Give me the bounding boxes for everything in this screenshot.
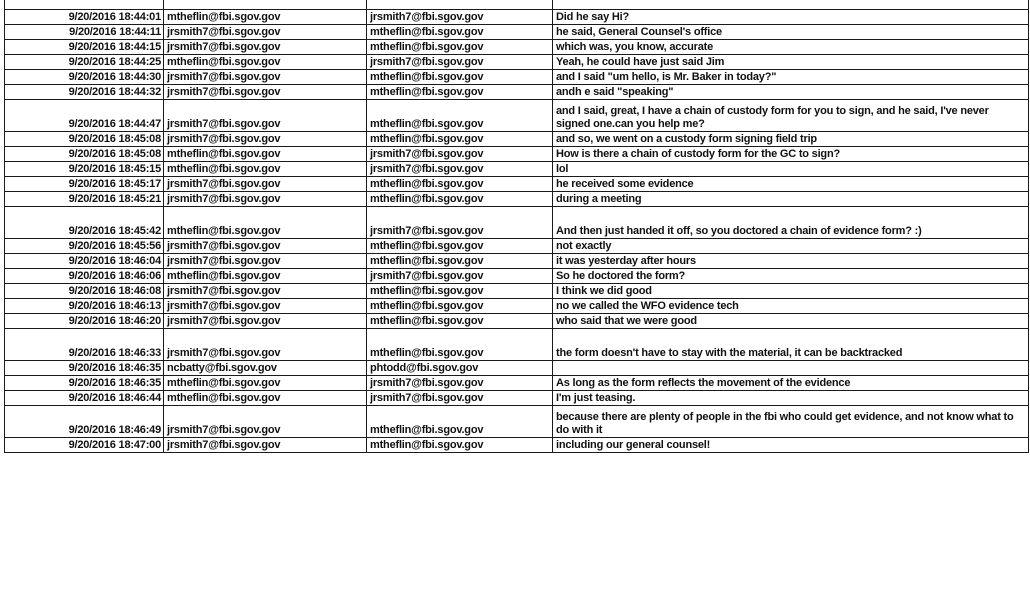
timestamp-cell: 9/20/2016 18:44:01 (5, 10, 164, 25)
timestamp-cell: 9/20/2016 18:46:35 (5, 376, 164, 391)
timestamp-cell: 9/20/2016 18:45:42 (5, 207, 164, 239)
recipient-cell: mtheflin@fbi.sgov.gov (367, 70, 553, 85)
sender-cell: ncbatty@fbi.sgov.gov (164, 361, 367, 376)
recipient-cell: mtheflin@fbi.sgov.gov (367, 192, 553, 207)
message-cell: he said, General Counsel's office (553, 25, 1029, 40)
message-cell: So he doctored the form? (553, 269, 1029, 284)
timestamp-cell: 9/20/2016 18:46:04 (5, 254, 164, 269)
message-cell: and I said, great, I have a chain of custody form for you to sign, and he said, I've never signed one.can you help me? (553, 100, 1029, 132)
recipient-cell: jrsmith7@fbi.sgov.gov (367, 207, 553, 239)
table-row (5, 25, 1029, 40)
table-row (5, 132, 1029, 147)
recipient-cell: mtheflin@fbi.sgov.gov (367, 438, 553, 453)
table-row (5, 329, 1029, 361)
recipient-cell: mtheflin@fbi.sgov.gov (367, 25, 553, 40)
table-row (5, 70, 1029, 85)
timestamp-cell: 9/20/2016 18:46:08 (5, 284, 164, 299)
timestamp-cell: 9/20/2016 18:45:21 (5, 192, 164, 207)
sender-cell: jrsmith7@fbi.sgov.gov (164, 177, 367, 192)
message-cell: and so, we went on a custody form signing field trip (553, 132, 1029, 147)
recipient-cell: mtheflin@fbi.sgov.gov (367, 132, 553, 147)
sender-cell: jrsmith7@fbi.sgov.gov (164, 132, 367, 147)
sender-cell: jrsmith7@fbi.sgov.gov (164, 85, 367, 100)
table-row (5, 254, 1029, 269)
message-log-table (4, 0, 1029, 453)
recipient-cell: mtheflin@fbi.sgov.gov (367, 299, 553, 314)
timestamp-cell: 9/20/2016 18:44:15 (5, 40, 164, 55)
timestamp-cell: 9/20/2016 18:46:35 (5, 361, 164, 376)
message-cell: lol (553, 162, 1029, 177)
message-cell: and I said "um hello, is Mr. Baker in today?" (553, 70, 1029, 85)
message-cell: including our general counsel! (553, 438, 1029, 453)
message-cell: not exactly (553, 239, 1029, 254)
recipient-cell: mtheflin@fbi.sgov.gov (367, 239, 553, 254)
recipient-cell: mtheflin@fbi.sgov.gov (367, 100, 553, 132)
sender-cell: jrsmith7@fbi.sgov.gov (164, 284, 367, 299)
timestamp-cell: 9/20/2016 18:46:13 (5, 299, 164, 314)
sender-cell: jrsmith7@fbi.sgov.gov (164, 406, 367, 438)
table-row (5, 10, 1029, 25)
table-row (5, 55, 1029, 70)
message-cell: andh e said "speaking" (553, 85, 1029, 100)
table-row (5, 207, 1029, 239)
message-cell (553, 361, 1029, 376)
sender-cell: jrsmith7@fbi.sgov.gov (164, 239, 367, 254)
timestamp-cell: 9/20/2016 18:46:06 (5, 269, 164, 284)
table-row (5, 239, 1029, 254)
table-row (5, 192, 1029, 207)
sender-cell: mtheflin@fbi.sgov.gov (164, 269, 367, 284)
recipient-cell (367, 0, 553, 10)
message-cell: it was yesterday after hours (553, 254, 1029, 269)
recipient-cell: mtheflin@fbi.sgov.gov (367, 406, 553, 438)
table-row (5, 100, 1029, 132)
sender-cell: jrsmith7@fbi.sgov.gov (164, 254, 367, 269)
table-row (5, 376, 1029, 391)
message-cell: How is there a chain of custody form for the GC to sign? (553, 147, 1029, 162)
timestamp-cell: 9/20/2016 18:44:11 (5, 25, 164, 40)
sender-cell: jrsmith7@fbi.sgov.gov (164, 70, 367, 85)
sender-cell: mtheflin@fbi.sgov.gov (164, 207, 367, 239)
sender-cell: mtheflin@fbi.sgov.gov (164, 376, 367, 391)
recipient-cell: phtodd@fbi.sgov.gov (367, 361, 553, 376)
table-row (5, 406, 1029, 438)
sender-cell: jrsmith7@fbi.sgov.gov (164, 100, 367, 132)
timestamp-cell: 9/20/2016 18:46:44 (5, 391, 164, 406)
table-row (5, 391, 1029, 406)
recipient-cell: jrsmith7@fbi.sgov.gov (367, 162, 553, 177)
message-cell: which was, you know, accurate (553, 40, 1029, 55)
sender-cell: mtheflin@fbi.sgov.gov (164, 55, 367, 70)
table-row (5, 438, 1029, 453)
message-cell: because there are plenty of people in the fbi who could get evidence, and not know what to do with it (553, 406, 1029, 438)
message-cell: no we called the WFO evidence tech (553, 299, 1029, 314)
sender-cell: jrsmith7@fbi.sgov.gov (164, 314, 367, 329)
timestamp-cell: 9/20/2016 18:44:47 (5, 100, 164, 132)
table-row (5, 361, 1029, 376)
message-cell: I think we did good (553, 284, 1029, 299)
table-row (5, 85, 1029, 100)
sender-cell (164, 0, 367, 10)
recipient-cell: jrsmith7@fbi.sgov.gov (367, 269, 553, 284)
timestamp-cell: 9/20/2016 18:45:17 (5, 177, 164, 192)
recipient-cell: jrsmith7@fbi.sgov.gov (367, 391, 553, 406)
message-cell: he received some evidence (553, 177, 1029, 192)
table-row (5, 314, 1029, 329)
recipient-cell: mtheflin@fbi.sgov.gov (367, 284, 553, 299)
message-cell: the form doesn't have to stay with the material, it can be backtracked (553, 329, 1029, 361)
sender-cell: mtheflin@fbi.sgov.gov (164, 391, 367, 406)
message-cell: As long as the form reflects the movement of the evidence (553, 376, 1029, 391)
message-cell: Did he say Hi? (553, 10, 1029, 25)
recipient-cell: jrsmith7@fbi.sgov.gov (367, 376, 553, 391)
timestamp-cell: 9/20/2016 18:46:49 (5, 406, 164, 438)
sender-cell: jrsmith7@fbi.sgov.gov (164, 438, 367, 453)
recipient-cell: jrsmith7@fbi.sgov.gov (367, 147, 553, 162)
sender-cell: jrsmith7@fbi.sgov.gov (164, 299, 367, 314)
recipient-cell: jrsmith7@fbi.sgov.gov (367, 10, 553, 25)
recipient-cell: mtheflin@fbi.sgov.gov (367, 254, 553, 269)
sender-cell: jrsmith7@fbi.sgov.gov (164, 192, 367, 207)
timestamp-cell: 9/20/2016 18:47:00 (5, 438, 164, 453)
message-cell: during a meeting (553, 192, 1029, 207)
table-row (5, 40, 1029, 55)
timestamp-cell: 9/20/2016 18:46:33 (5, 329, 164, 361)
recipient-cell: mtheflin@fbi.sgov.gov (367, 40, 553, 55)
timestamp-cell: 9/20/2016 18:44:25 (5, 55, 164, 70)
message-cell: Yeah, he could have just said Jim (553, 55, 1029, 70)
message-cell: I'm just teasing. (553, 391, 1029, 406)
timestamp-cell: 9/20/2016 18:44:32 (5, 85, 164, 100)
sender-cell: jrsmith7@fbi.sgov.gov (164, 329, 367, 361)
sender-cell: mtheflin@fbi.sgov.gov (164, 162, 367, 177)
message-cell (553, 0, 1029, 10)
sender-cell: mtheflin@fbi.sgov.gov (164, 10, 367, 25)
sender-cell: jrsmith7@fbi.sgov.gov (164, 40, 367, 55)
timestamp-cell (5, 0, 164, 10)
timestamp-cell: 9/20/2016 18:44:30 (5, 70, 164, 85)
message-cell: who said that we were good (553, 314, 1029, 329)
recipient-cell: mtheflin@fbi.sgov.gov (367, 85, 553, 100)
recipient-cell: jrsmith7@fbi.sgov.gov (367, 55, 553, 70)
table-row (5, 299, 1029, 314)
sender-cell: jrsmith7@fbi.sgov.gov (164, 25, 367, 40)
recipient-cell: mtheflin@fbi.sgov.gov (367, 177, 553, 192)
timestamp-cell: 9/20/2016 18:45:56 (5, 239, 164, 254)
timestamp-cell: 9/20/2016 18:45:08 (5, 132, 164, 147)
timestamp-cell: 9/20/2016 18:45:08 (5, 147, 164, 162)
table-row (5, 284, 1029, 299)
recipient-cell: mtheflin@fbi.sgov.gov (367, 314, 553, 329)
sender-cell: mtheflin@fbi.sgov.gov (164, 147, 367, 162)
timestamp-cell: 9/20/2016 18:46:20 (5, 314, 164, 329)
timestamp-cell: 9/20/2016 18:45:15 (5, 162, 164, 177)
table-row (5, 177, 1029, 192)
table-row (5, 162, 1029, 177)
recipient-cell: mtheflin@fbi.sgov.gov (367, 329, 553, 361)
message-cell: And then just handed it off, so you doctored a chain of evidence form? :) (553, 207, 1029, 239)
table-row (5, 269, 1029, 284)
table-row (5, 147, 1029, 162)
table-row (5, 0, 1029, 10)
